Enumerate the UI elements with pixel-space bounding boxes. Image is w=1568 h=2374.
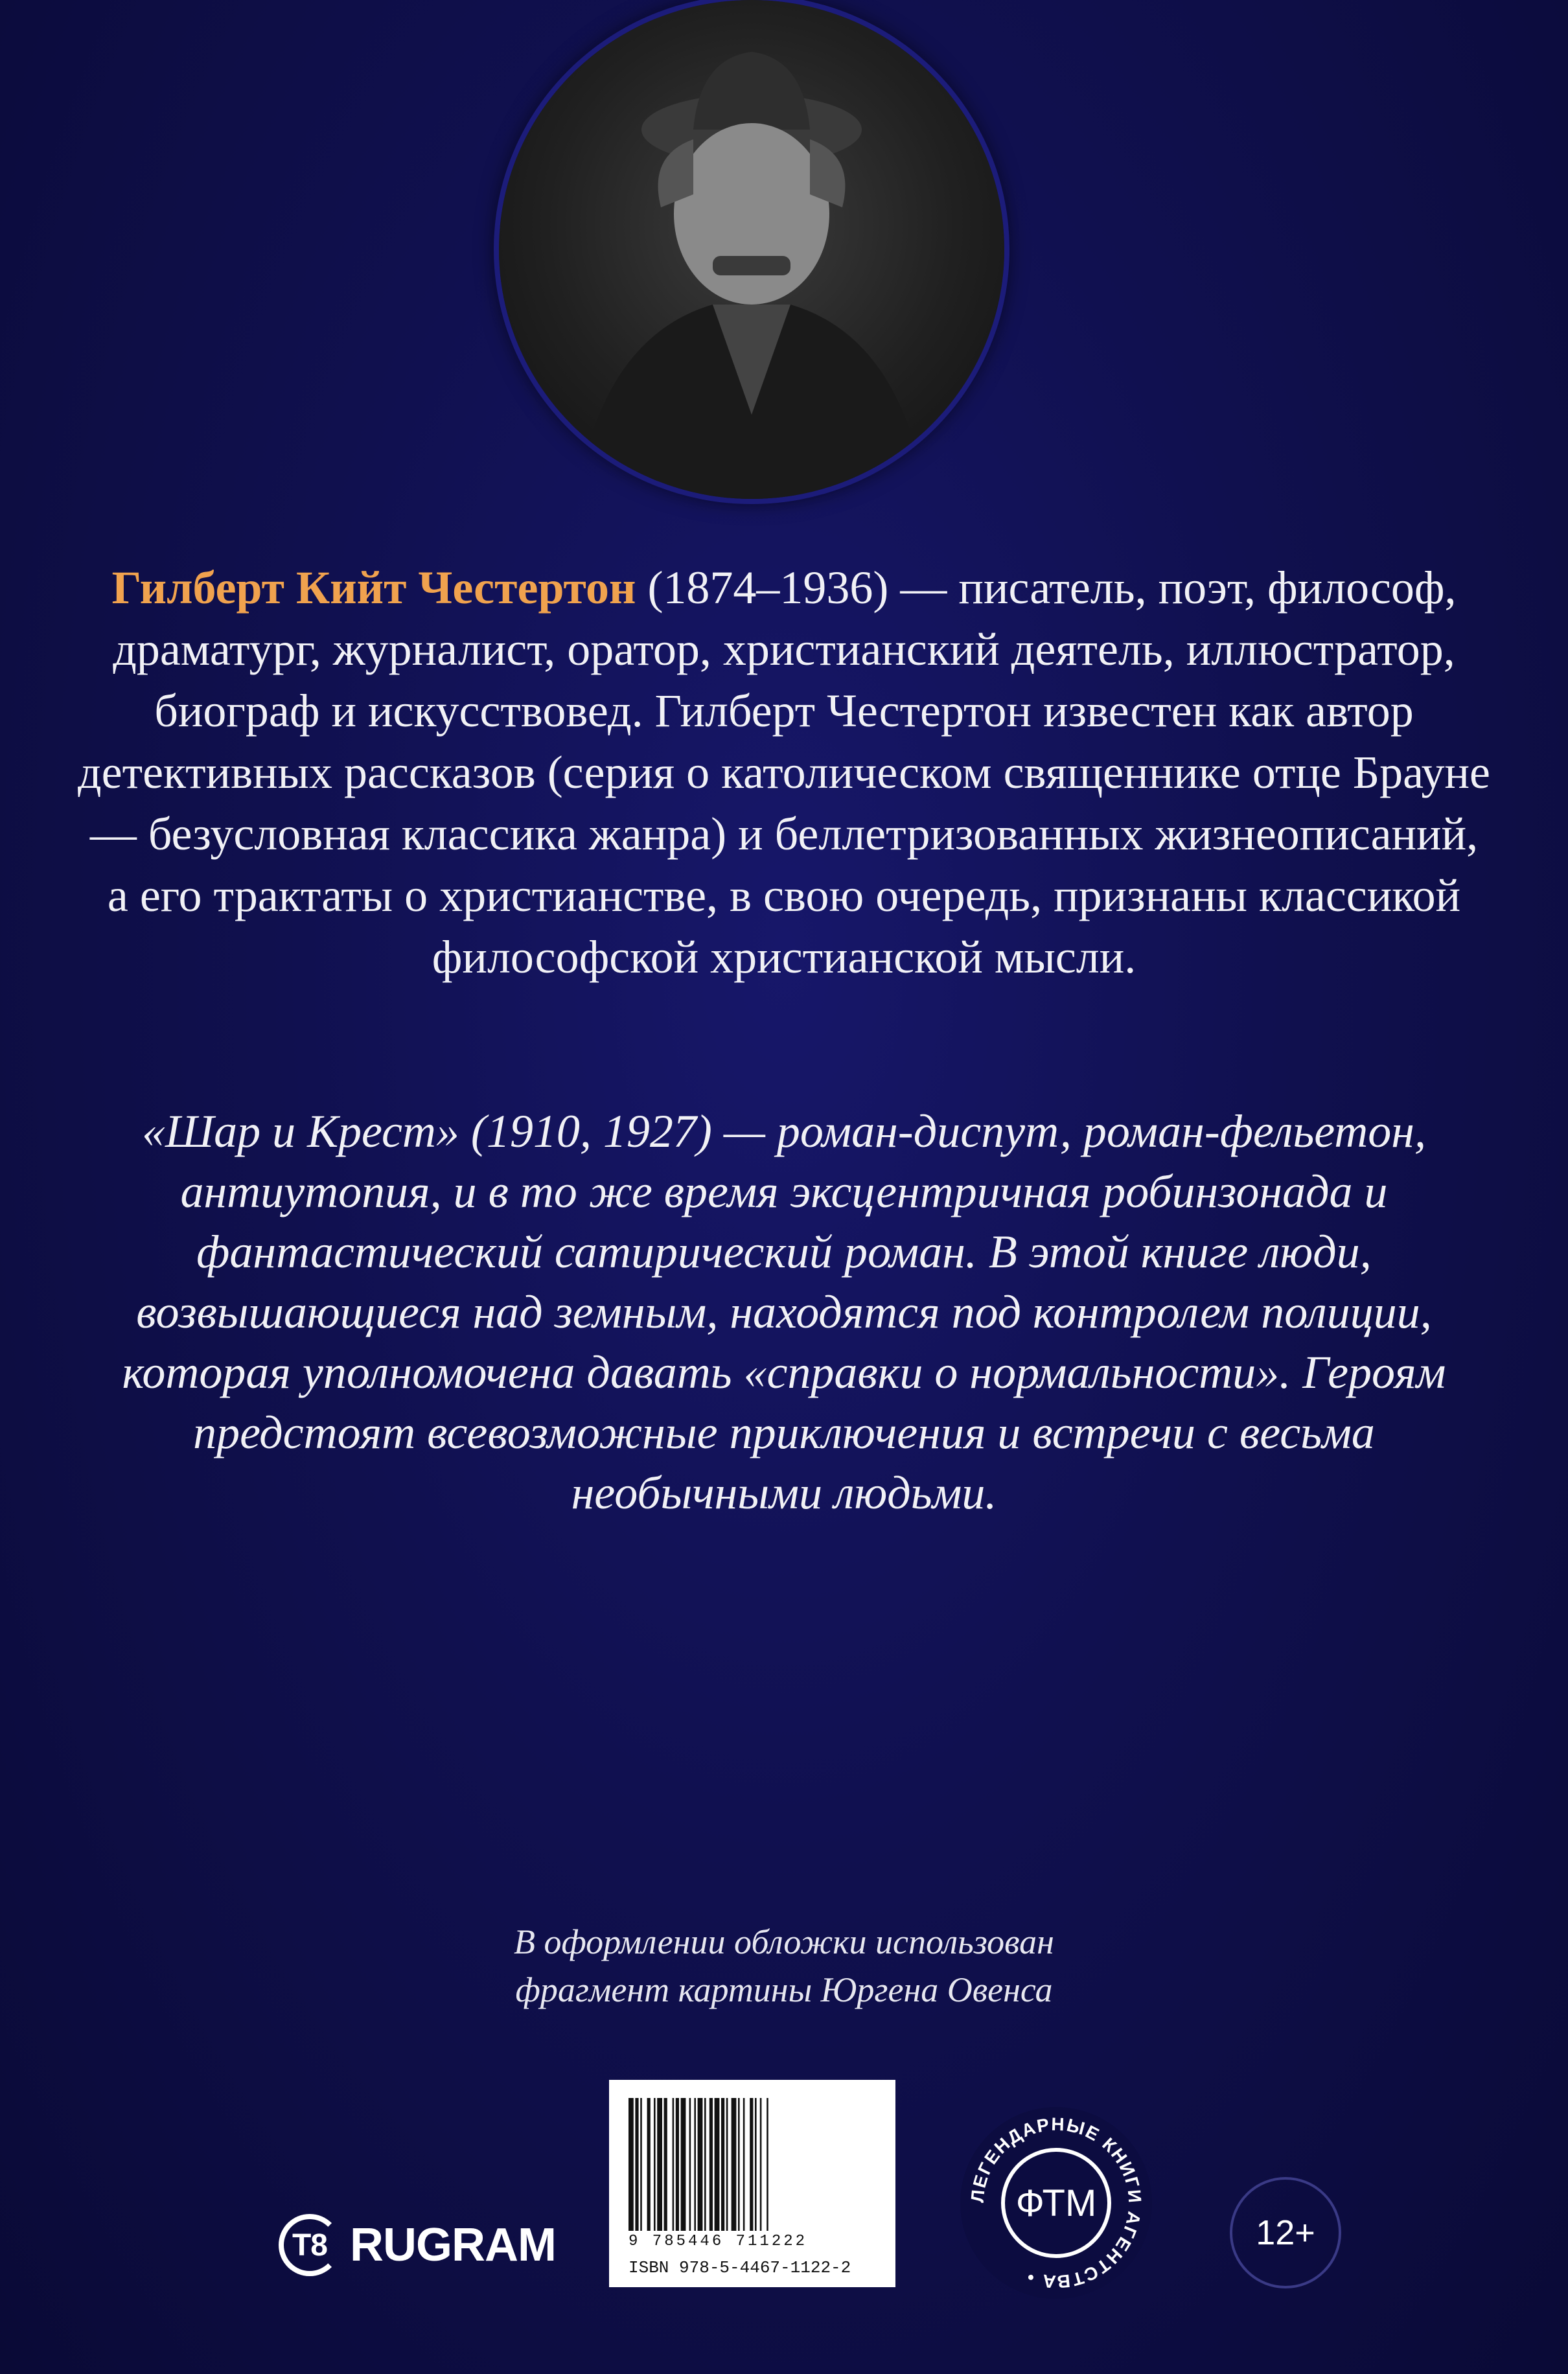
ftm-badge-icon [959, 2106, 1153, 2300]
ftm-ring-text: ЛЕГЕНДАРНЫЕ КНИГИ АГЕНТСТВА • [967, 2114, 1146, 2292]
publisher-logo [279, 2209, 556, 2281]
author-name: Гилберт Кийт Честертон [111, 562, 636, 614]
isbn-number: ISBN 978-5-4467-1122-2 [628, 2258, 851, 2277]
barcode-digits: 9 785446 711222 [628, 2233, 808, 2250]
age-rating-badge: 12+ [1230, 2177, 1341, 2288]
publisher-name: RUGRAM [350, 2219, 556, 2271]
author-portrait [499, 0, 1004, 499]
portrait-illustration [499, 0, 1004, 499]
author-bio [78, 557, 1490, 988]
ftm-label: ФТМ [1015, 2182, 1097, 2224]
barcode-icon [628, 2098, 875, 2231]
cover-credit-line-1: В оформлении обложки использован [514, 1922, 1054, 1961]
book-description: «Шар и Крест» (1910, 1927) — роман-диспут, роман-фельетон, антиутопия, и в то же время эксцентричная робинзонада и фантастический сатирический роман. В этой книге люди, возвышающиеся над земным, находятся под контролем полиции, которая уполномочена давать «справки о нормальности». Героям предстоят всевозможные приключения и встречи с весьма необычными людьми. [122, 1105, 1446, 1519]
barcode-label [609, 2080, 895, 2287]
author-bio-text: (1874–1936) — писатель, поэт, философ, драматург, журналист, оратор, христианский деятель, иллюстратор, биограф и искусствовед. Гилберт Честертон известен как автор детективных рассказов (серия о католическом священнике отце Брауне — безусловная классика жанра) и беллетризованных жизнеописаний, а его трактаты о христианстве, в свою очередь, признаны классикой философской христианской мысли. [78, 562, 1490, 983]
publisher-mark: T8 [279, 2214, 341, 2276]
cover-credit [454, 1918, 1114, 2014]
cover-credit-line-2: фрагмент картины Юргена Овенса [515, 1970, 1053, 2009]
